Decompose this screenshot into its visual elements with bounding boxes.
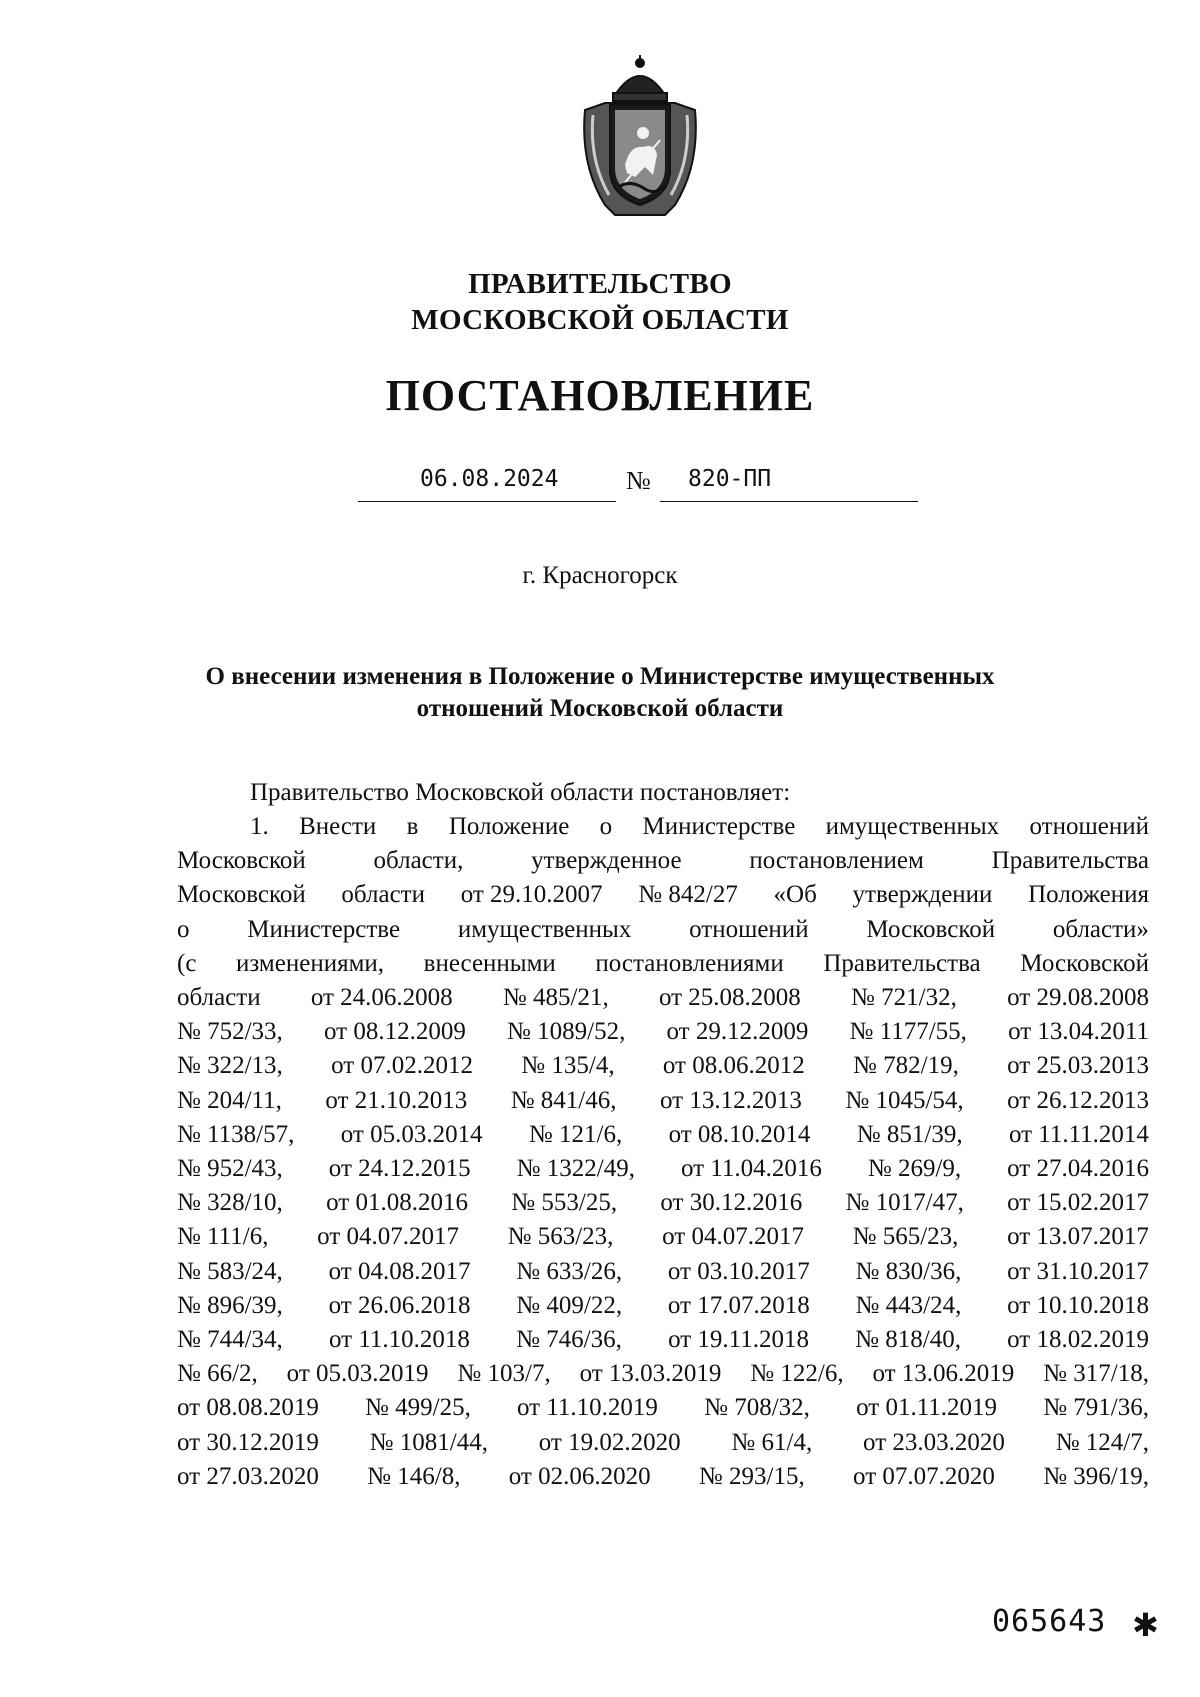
body-word: № 443/24, [855, 1291, 962, 1319]
body-word: № 66/2, [177, 1360, 258, 1388]
body-word: № 269/9, [867, 1155, 962, 1182]
body-line [177, 1155, 1149, 1183]
body-word: № 952/43, [177, 1155, 283, 1182]
body-line [177, 1121, 1149, 1149]
subject-line: отношений Московской области [416, 695, 784, 722]
body-line [177, 950, 1149, 978]
body-word: от 04.07.2017 [317, 1223, 459, 1251]
body-word: № 791/36, [1043, 1394, 1149, 1422]
body-word: от 25.03.2013 [1007, 1052, 1149, 1080]
body-word: № 396/19, [1043, 1462, 1149, 1490]
body-word: о [177, 915, 190, 943]
body-word: № 1177/55, [849, 1018, 967, 1046]
body-word: № 121/6, [528, 1120, 623, 1148]
body-word: Правительства [991, 847, 1149, 875]
body-line [177, 1189, 1149, 1217]
body-word: имущественных [457, 915, 632, 943]
body-word: № 752/33, [177, 1018, 283, 1046]
body-word: от 19.02.2020 [538, 1428, 681, 1456]
body-word: от 19.11.2018 [668, 1326, 809, 1353]
body-word: 1. [250, 813, 269, 840]
document-date: 06.08.2024 [420, 466, 559, 492]
body-word: отношений [1029, 813, 1149, 840]
body-word: № 1138/57, [177, 1120, 295, 1148]
body-word: № 842/27 [638, 881, 738, 909]
serial-number: 065643 [992, 1604, 1107, 1639]
body-word: от 30.12.2019 [177, 1428, 319, 1456]
body-word: № 1045/54, [845, 1086, 964, 1114]
body-line [177, 1258, 1149, 1286]
body-word: № 328/10, [177, 1189, 283, 1217]
body-word: № 721/32, [851, 984, 957, 1011]
body-word: от 13.04.2011 [1008, 1018, 1149, 1046]
coat-of-arms-icon [575, 55, 705, 220]
body-word: № 851/39, [856, 1120, 963, 1148]
body-line [177, 1429, 1149, 1457]
body-word: от 01.08.2016 [326, 1189, 468, 1217]
document-number: 820-ПП [688, 466, 772, 492]
body-word: № 1322/49, [516, 1155, 635, 1182]
body-word: № 633/26, [516, 1257, 623, 1285]
body-line [177, 1326, 1149, 1354]
body-word: области [341, 881, 425, 909]
body-word: Министерстве [642, 813, 796, 840]
body-word: о [599, 813, 613, 840]
body-word: от 07.02.2012 [331, 1052, 473, 1080]
body-word: от 11.10.2018 [328, 1326, 470, 1353]
body-word: от 30.12.2016 [660, 1189, 803, 1217]
body-line [177, 1018, 1149, 1046]
body-line [177, 1223, 1149, 1251]
body-word: Внести [299, 813, 377, 840]
body-word: Положение [448, 813, 570, 840]
body-word: № 1081/44, [369, 1428, 488, 1456]
body-word: № 61/4, [731, 1428, 813, 1456]
organization-name: ПРАВИТЕЛЬСТВО [468, 268, 732, 300]
body-word: № 841/46, [510, 1086, 617, 1114]
body-word: имущественных [825, 813, 1000, 840]
body-line [177, 1360, 1149, 1388]
body-word: № 830/36, [855, 1257, 962, 1285]
body-word: области, [373, 847, 464, 875]
body-line [177, 881, 1149, 909]
body-word: от 26.06.2018 [328, 1291, 471, 1319]
body-word: № 146/8, [367, 1462, 461, 1490]
body-word: от 25.08.2008 [658, 984, 801, 1011]
body-word: № 122/6, [750, 1360, 844, 1388]
body-word: от 29.10.2007 [460, 881, 603, 909]
body-word: «Об [773, 881, 817, 909]
body-line [177, 1087, 1149, 1115]
body-word: № 204/11, [177, 1086, 282, 1114]
subject-line: О внесении изменения в Положение о Министерстве имущественных [205, 663, 995, 690]
body-word: № 124/7, [1055, 1428, 1149, 1456]
body-line [177, 916, 1149, 944]
body-word: № 135/4, [521, 1052, 615, 1080]
body-word: № 1017/47, [845, 1189, 964, 1217]
number-sign: № [626, 466, 651, 495]
body-word: от 11.11.2014 [1008, 1120, 1149, 1148]
body-word: от 18.02.2019 [1007, 1326, 1149, 1353]
organization-region: МОСКОВСКОЙ ОБЛАСТИ [411, 304, 789, 336]
body-word: № 708/32, [704, 1394, 810, 1422]
body-word: Московской [866, 915, 996, 943]
document-type: ПОСТАНОВЛЕНИЕ [385, 371, 815, 420]
body-word: области» [1052, 915, 1149, 943]
body-word: № 782/19, [853, 1052, 959, 1080]
body-word: № 563/23, [507, 1223, 614, 1251]
intro-paragraph: Правительство Московской области постановляет: [250, 779, 791, 806]
body-word: от 31.10.2017 [1007, 1257, 1149, 1285]
body-word: от 21.10.2013 [325, 1086, 468, 1114]
body-line [177, 984, 1149, 1012]
body-word: от 08.08.2019 [177, 1394, 319, 1422]
body-word: от 13.07.2017 [1007, 1223, 1149, 1251]
body-word: области [177, 984, 261, 1011]
body-word: № 111/6, [177, 1223, 269, 1251]
body-word: Московской [177, 847, 306, 875]
body-word: от 04.07.2017 [662, 1223, 804, 1251]
body-line [177, 1052, 1149, 1080]
body-word: № 485/21, [502, 984, 609, 1011]
body-word: от 08.06.2012 [662, 1052, 805, 1080]
body-line [177, 1292, 1149, 1320]
body-word: внесенными [423, 949, 556, 977]
body-word: от 26.12.2013 [1007, 1086, 1149, 1114]
body-word: Московской [1020, 949, 1149, 977]
body-word: от 17.07.2018 [667, 1291, 810, 1319]
body-word: № 583/24, [177, 1257, 283, 1285]
body-word: утверждении [852, 881, 993, 909]
body-word: от 29.12.2009 [666, 1018, 809, 1046]
city: г. Красногорск [522, 562, 678, 589]
body-word: Правительства [823, 949, 981, 977]
body-word: № 293/15, [698, 1462, 805, 1490]
body-line [177, 1463, 1149, 1491]
body-line [250, 813, 1149, 841]
body-word: от 15.02.2017 [1007, 1189, 1149, 1217]
body-word: от 24.06.2008 [310, 984, 453, 1011]
body-word: постановлением [749, 847, 924, 875]
body-word: от 11.10.2019 [517, 1394, 658, 1422]
body-word: № 553/25, [511, 1189, 618, 1217]
body-word: от 27.04.2016 [1007, 1155, 1149, 1182]
body-word: от 04.08.2017 [328, 1257, 471, 1285]
body-word: Министерстве [247, 915, 401, 943]
body-word: отношений [689, 915, 809, 943]
body-word: № 565/23, [852, 1223, 959, 1251]
body-word: № 744/34, [177, 1326, 283, 1353]
body-word: от 29.08.2008 [1007, 984, 1149, 1011]
body-word: № 896/39, [177, 1291, 283, 1319]
asterisk-mark: ✱ [1132, 1606, 1159, 1644]
body-word: № 746/36, [516, 1326, 622, 1353]
body-word: от 05.03.2014 [340, 1120, 483, 1148]
body-word: от 11.04.2016 [680, 1155, 822, 1182]
body-word: от 24.12.2015 [328, 1155, 471, 1182]
body-word: в [406, 813, 419, 840]
body-word: от 08.10.2014 [668, 1120, 811, 1148]
body-word: от 23.03.2020 [863, 1428, 1005, 1456]
body-word: от 10.10.2018 [1007, 1291, 1149, 1319]
body-word: от 07.07.2020 [853, 1462, 995, 1490]
body-word: Положения [1028, 881, 1149, 909]
body-word: (с [177, 949, 197, 977]
body-word: № 103/7, [457, 1360, 551, 1388]
body-line [177, 847, 1149, 875]
body-word: от 01.11.2019 [856, 1394, 998, 1422]
body-word: № 317/18, [1043, 1360, 1149, 1388]
body-word: от 13.12.2013 [660, 1086, 802, 1114]
body-line [177, 1394, 1149, 1422]
body-word: № 499/25, [365, 1394, 471, 1422]
body-word: изменениями, [236, 949, 385, 977]
body-word: Московской [177, 881, 306, 909]
body-word: № 1089/52, [507, 1018, 626, 1046]
body-word: от 08.12.2009 [323, 1018, 466, 1046]
body-word: № 322/13, [177, 1052, 283, 1080]
body-word: № 409/22, [516, 1291, 623, 1319]
body-word: от 13.06.2019 [872, 1360, 1015, 1388]
body-word: от 02.06.2020 [508, 1462, 651, 1490]
body-word: от 03.10.2017 [667, 1257, 810, 1285]
body-word: от 27.03.2020 [177, 1462, 319, 1490]
body-word: утвержденное [531, 847, 682, 875]
body-word: от 05.03.2019 [286, 1360, 429, 1388]
body-word: № 818/40, [855, 1326, 961, 1353]
body-word: от 13.03.2019 [579, 1360, 722, 1388]
body-word: постановлениями [595, 949, 784, 977]
